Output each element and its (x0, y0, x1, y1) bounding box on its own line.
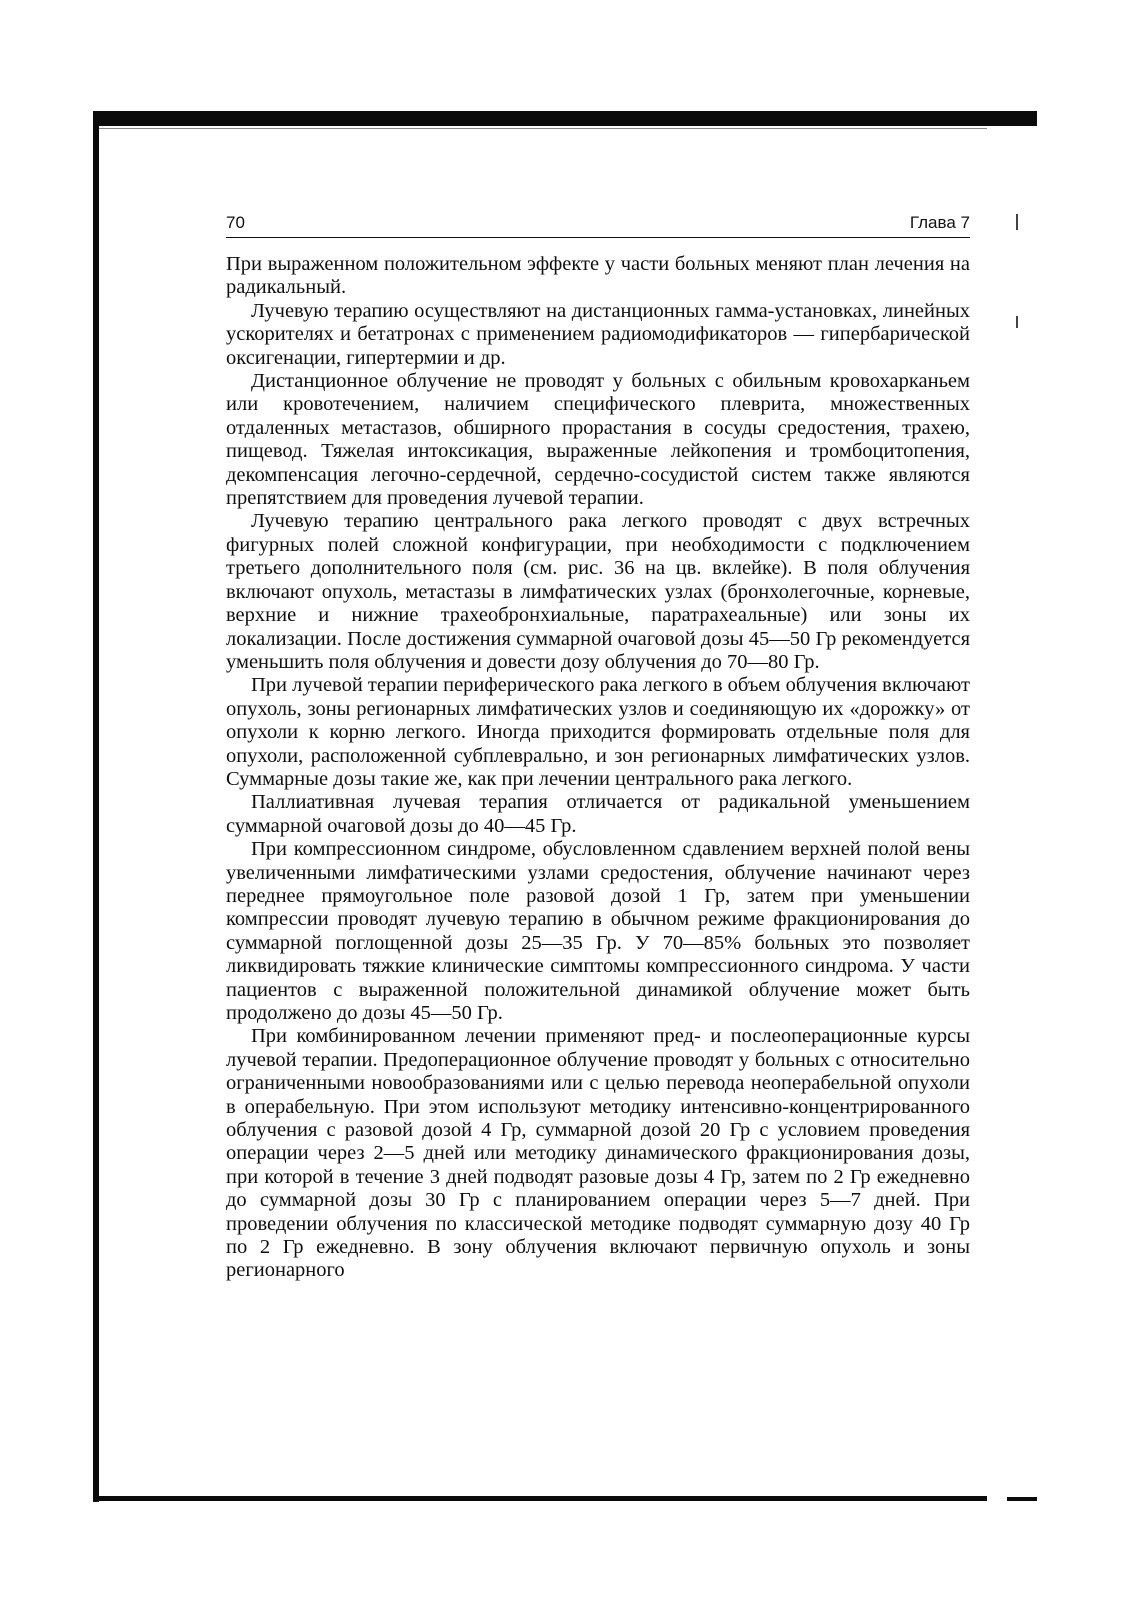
scan-speck (1016, 316, 1018, 328)
scan-border-left (93, 111, 99, 1502)
body-text (226, 253, 970, 1283)
paragraph: При комбинированном лечении применяют пред- и послеоперационные курсы лучевой терапии. Предоперационное облучение проводят у больных с относительно ограниченными новообразованиями или с целью перевода неоперабельной опухоли в операбельную. При этом используют методику интенсивно-концентрированного облучения с разовой дозой 4 Гр, суммарной дозой 20 Гр с условием проведения операции через 2—5 дней или методику динамического фракционирования дозы, при которой в течение 3 дней подводят разовые дозы 4 Гр, затем по 2 Гр ежедневно до суммарной дозы 30 Гр с планированием операции через 5—7 дней. При проведении облучения по классической методике подводят суммарную дозу 40 Гр по 2 Гр ежедневно. В зону облучения включают первичную опухоль и зоны регионарного (226, 1025, 970, 1282)
paragraph: Паллиативная лучевая терапия отличается от радикальной уменьшением суммарной очаговой дозы до 40—45 Гр. (226, 791, 970, 837)
paragraph: Лучевую терапию центрального рака легкого проводят с двух встречных фигурных полей сложной конфигурации, при необходимости с подключением третьего дополнительного поля (см. рис. 36 на цв. вклейке). В поля облучения включают опухоль, метастазы в лимфатических узлах (бронхолегочные, корневые, верхние и нижние трахеобронхиальные, паратрахеальные) или зоны их локализации. После достижения суммарной очаговой дозы 45—50 Гр рекомендуется уменьшить поля облучения и довести дозу облучения до 70—80 Гр. (226, 510, 970, 673)
paragraph: При выраженном положительном эффекте у части больных меняют план лечения на радикальный. (226, 253, 970, 299)
scan-speck (1016, 214, 1018, 230)
paragraph: Лучевую терапию осуществляют на дистанционных гамма-установках, линейных ускорителях и бетатронах с применением радиомодификаторов — гипербарической оксигенации, гипертермии и др. (226, 299, 970, 369)
paragraph: При компрессионном синдроме, обусловленном сдавлением верхней полой вены увеличенными лимфатическими узлами средостения, облучение начинают через переднее прямоугольное поле разовой дозой 1 Гр, затем при уменьшении компрессии проводят лучевую терапию в обычном режиме фракционирования до суммарной поглощенной дозы 25—35 Гр. У 70—85% больных это позволяет ликвидировать тяжкие клинические симптомы компрессионного синдрома. У части пациентов с выраженной положительной динамикой облучение может быть продолжено до дозы 45—50 Гр. (226, 838, 970, 1024)
page-number: 70 (226, 213, 245, 232)
paragraph: Дистанционное облучение не проводят у больных с обильным кровохарканьем или кровотечением, наличием специфического плеврита, множественных отдаленных метастазов, обширного прорастания в сосуды средостения, трахею, пищевод. Тяжелая интоксикация, выраженные лейкопения и тромбоцитопения, декомпенсация легочно-сердечной, сердечно-сосудистой систем также являются препятствием для проведения лучевой терапии. (226, 370, 970, 510)
running-head (226, 213, 970, 238)
scan-border-top (93, 111, 1037, 126)
chapter-title: Глава 7 (909, 213, 970, 232)
scan-border-bottom (93, 1496, 987, 1501)
scan-mark-bottom-right (1007, 1497, 1037, 1501)
paragraph: При лучевой терапии периферического рака легкого в объем облучения включают опухоль, зоны регионарных лимфатических узлов и соединяющую их «дорожку» от опухоли к корню легкого. Иногда приходится формировать отдельные поля для опухоли, расположенной субплеврально, и зон регионарных лимфатических узлов. Суммарные дозы такие же, как при лечении центрального рака легкого. (226, 674, 970, 790)
